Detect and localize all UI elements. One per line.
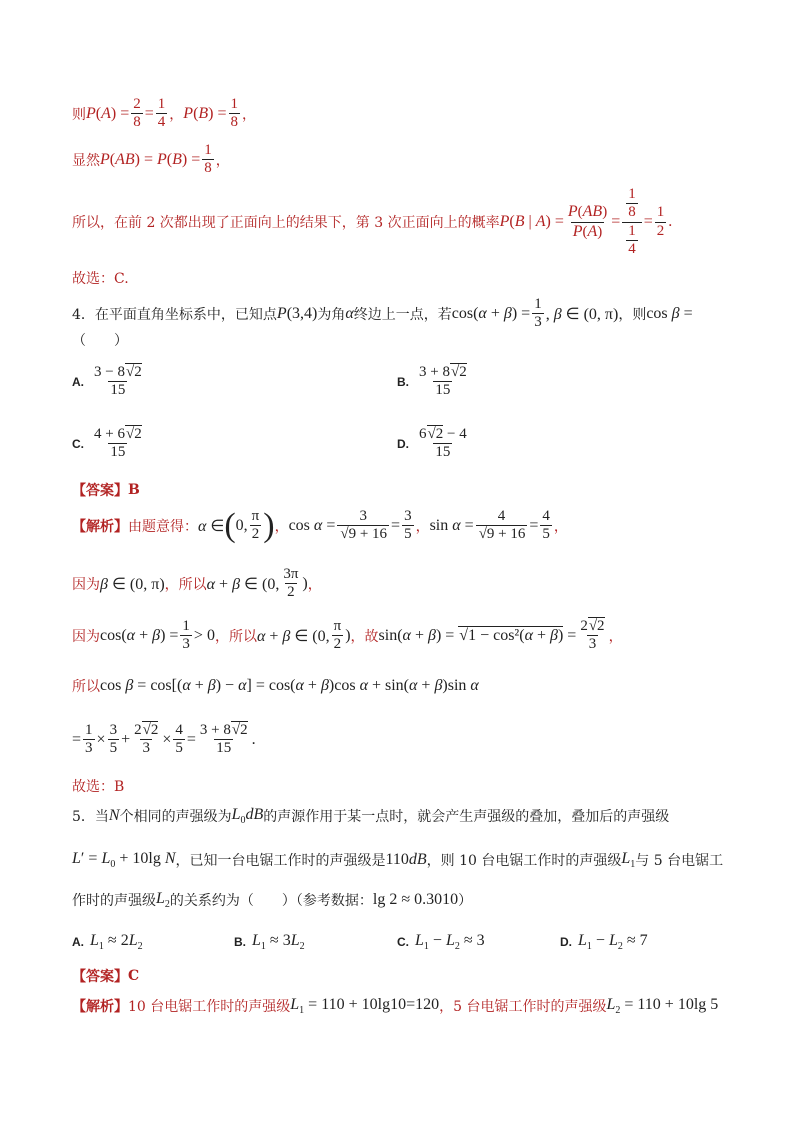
q5-option-c[interactable]: C. $L_1 - L_2 \approx 3$ xyxy=(397,932,485,953)
fraction-pab-pa: $\frac{P(AB)}{P(A)}$ xyxy=(567,203,608,240)
fraction-1-8-b: $\frac{1}{8}$ xyxy=(204,142,212,177)
line1-comma: ， xyxy=(169,106,184,123)
q4-final: 故选：B xyxy=(72,779,125,795)
q5-analysis: 【解析】 10 台电锯工作时的声强级 $L_1 = 110 + 10\lg 10=120$ ，5 台电锯工作时的声强级 $L_2 = 110 + 10\lg$ 5 xyxy=(72,996,719,1017)
solution-line-3: 所以，在前 2 次都出现了正面向上的结果下，第 3 次正面向上的概率 P(B | A) = $\frac{P(AB)}{P(A)}$ = $\frac{\frac{1}{8}}{\frac{1}{4}}$ = $\frac{1}{2}$ . xyxy=(72,186,673,257)
q4-paren: （ ） xyxy=(72,333,128,349)
q4-option-c[interactable]: C. $\frac{4 + 6√2}{15}$ xyxy=(72,426,142,461)
solution-line-2: 显然 P(AB) = P(B) = $\frac{1}{8}$ ， xyxy=(72,142,230,177)
point-p: P(3,4) xyxy=(276,304,318,322)
q5-option-d[interactable]: D. $L_1 - L_2 \approx 7$ xyxy=(560,932,648,953)
q5-answer: 【答案】 C xyxy=(72,968,140,985)
q5-option-b[interactable]: B. $L_1 \approx 3L_2$ xyxy=(234,932,305,953)
fraction-1-8: $\frac{1}{8}$ xyxy=(230,96,239,131)
formula-pa: P(A) = xyxy=(86,104,130,122)
line1-prefix: 则 xyxy=(72,106,86,123)
solution-line-1: 则 P(A) = $\frac{2}{8}$ = $\frac{1}{4}$ ， P(B) = $\frac{1}{8}$ ， xyxy=(72,96,257,131)
fraction-complex: $\frac{\frac{1}{8}}{\frac{1}{4}}$ xyxy=(622,186,642,258)
fraction-2-8: $\frac{2}{8}$ xyxy=(133,96,141,131)
q5-stem-3: 作时的声强级 $L_2$ 的关系约为（ ）（参考数据： lg 2 ≈ 0.3010 ） xyxy=(72,890,473,911)
q4-analysis-2: 因为 β ∈ (0, π) ，所以 α + β ∈ (0, $\frac{3\pi}{2}$ ) ， xyxy=(72,566,322,601)
q4-stem: 4．在平面直角坐标系中，已知点 P(3,4) 为角 α 终边上一点，若 cos(α + β) = $\frac{1}{3}$ , β ∈ (0, π) ，则 cos β = xyxy=(72,296,693,331)
q4-option-a[interactable]: A. $\frac{3 - 8√2}{15}$ xyxy=(72,364,142,399)
q4-analysis-3: 因为 cos(α + β) = $\frac{1}{3}$ > 0 ，所以 α + β ∈ (0, $\frac{\pi}{2}$ ) ，故 sin(α + β) = √1 − cos²(α + β) = $\frac{2√2}{3}$ ， xyxy=(72,618,623,653)
line2-prefix: 显然 xyxy=(72,152,100,169)
q5-stem-2: $L' = L_0 + 10\lg$ N ，已知一台电锯工作时的声强级是 110dB ，则 10 台电锯工作时的声强级 $L_1$ 与 5 台电锯工 xyxy=(72,850,724,871)
q4-option-b[interactable]: B. $\frac{3 + 8√2}{15}$ xyxy=(397,364,467,399)
fraction-1-4: $\frac{1}{4}$ xyxy=(157,96,166,131)
formula-conditional: P(B | A) = xyxy=(499,213,564,230)
cos-condition: cos(α + β) = xyxy=(451,304,531,322)
q4-analysis-5: = $\frac{1}{3}$ × $\frac{3}{5}$ + $\frac{2√2}{3}$ × $\frac{4}{5}$ = $\frac{3 + 8√2}{15}$ . xyxy=(72,722,256,757)
line3-prefix: 所以，在前 2 次都出现了正面向上的结果下，第 3 次正面向上的概率 xyxy=(72,215,500,231)
q4-analysis-4: 所以 cos β = cos[(α + β) − α] = cos(α + β)cos α + sin(α + β)sin α xyxy=(72,677,479,695)
fraction-1-2: $\frac{1}{2}$ xyxy=(656,204,665,239)
answer-line-3: 故选：C. xyxy=(72,271,129,287)
formula-pab: P(AB) = P(B) = xyxy=(100,150,201,168)
q4-option-d[interactable]: D. $\frac{6√2 - 4}{15}$ xyxy=(397,426,467,461)
q4-answer: 【答案】 B xyxy=(72,482,140,499)
q5-option-a[interactable]: A. $L_1 \approx 2L_2$ xyxy=(72,932,143,953)
q4-analysis-1: 【解析】 由题意得： α ∈ ( 0, $\frac{\pi}{2}$ ) ， cos α = $\frac{3}{√9 + 16}$ = $\frac{3}{5}$ ， sin α = $\frac{4}{√9 + 16}$ = $\frac{4}{5}$ ， xyxy=(72,506,568,544)
formula-pb: P(B) = xyxy=(183,104,227,122)
q5-stem-1: 5．当 N 个相同的声强级为 $L_0dB$ 的声源作用于某一点时，就会产生声强级的叠加，叠加后的声强级 xyxy=(72,806,670,827)
